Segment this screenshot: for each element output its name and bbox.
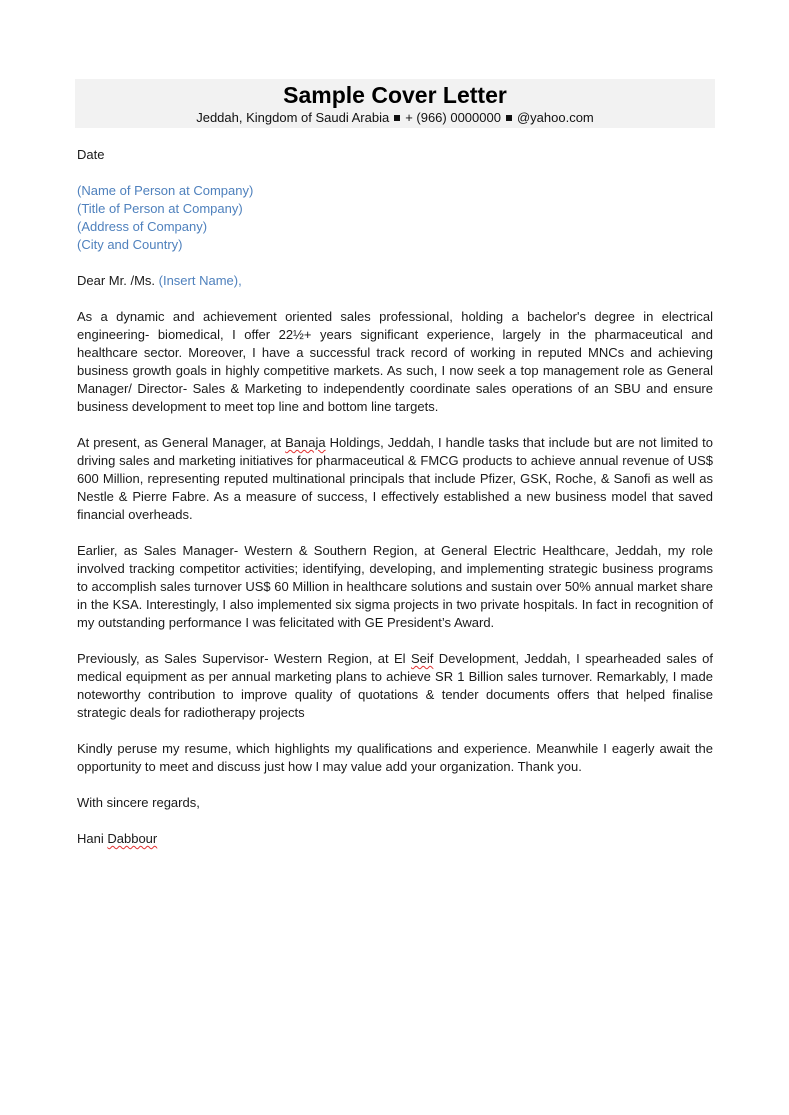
- company-name-seif: Seif: [410, 651, 434, 666]
- square-bullet-icon: [506, 115, 512, 121]
- page-title: Sample Cover Letter: [283, 82, 507, 108]
- paragraph-intro: As a dynamic and achievement oriented sales professional, holding a bachelor's degree in electrical engineering- biomedical, I offer 22½+ years significant experience, largely in the pharmaceutical and healthcare sector. Moreover, I have a successful track record of working in reputed MNCs and achieving business growth goals in highly competitive markets. As such, I now seek a top management role as General Manager/ Director- Sales & Marketing to independently coordinate sales operations of an SBU and ensure business development to meet top line and bottom line targets.: [77, 309, 713, 414]
- paragraph-text: Development, Jeddah, I spearheaded sales of medical equipment as per annual marketing plans to achieve SR 1 Billion sales turnover. Remarkably, I made noteworthy contribution to improve quality of quotations & tender documents offers that helped finalise strategic deals for radiotherapy projects: [77, 651, 713, 720]
- recipient-city: (City and Country): [77, 237, 183, 252]
- contact-line: [75, 110, 715, 126]
- paragraph-text: At present, as General Manager, at: [77, 435, 286, 450]
- salutation-name: (Insert Name),: [155, 273, 242, 288]
- square-bullet-icon: [394, 115, 400, 121]
- company-name-banaja: Banaja: [285, 435, 326, 450]
- contact-location: Jeddah, Kingdom of Saudi Arabia: [196, 110, 390, 125]
- letter-header: [75, 79, 715, 128]
- paragraph-text: Holdings, Jeddah, I handle tasks that include but are not limited to driving sales and marketing initiatives for pharmaceutical & FMCG products to achieve annual revenue of US$ 600 Million, representing reputed multinational principals that include Pfizer, GSK, Roche, & Sanofi as well as Nestle & Pierre Fabre. As a measure of success, I effectively established a new business model that saved financial overheads.: [77, 435, 714, 522]
- closing-phrase: With sincere regards,: [77, 795, 200, 810]
- paragraph-closing: Kindly peruse my resume, which highlights my qualifications and experience. Meanwhile I eagerly await the opportunity to meet and discuss just how I may value add your organization. Thank you.: [77, 741, 713, 774]
- signature-first-name: Hani: [77, 831, 108, 846]
- letter-body: [77, 146, 713, 848]
- paragraph-earlier-role: Earlier, as Sales Manager- Western & Southern Region, at General Electric Healthcare, Jeddah, my role involved tracking competitor activities; identifying, developing, and implementing strategic business programs to accomplish sales turnover US$ 60 Million in healthcare solutions and sustain over 50% annual market share in the KSA. Interestingly, I also implemented six sigma projects in two private hospitals. In fact in recognition of my outstanding performance I was felicitated with GE President’s Award.: [77, 543, 713, 630]
- recipient-name: (Name of Person at Company): [77, 183, 254, 198]
- salutation: [77, 272, 713, 290]
- paragraph-current-role: [77, 434, 713, 524]
- contact-phone: + (966) 0000000: [405, 110, 501, 125]
- recipient-title: (Title of Person at Company): [77, 201, 243, 216]
- recipient-address: (Address of Company): [77, 219, 208, 234]
- signature-last-name: Dabbour: [107, 831, 158, 846]
- paragraph-previous-role: [77, 650, 713, 722]
- contact-email: @yahoo.com: [516, 110, 594, 125]
- salutation-prefix: Dear Mr. /Ms.: [77, 273, 156, 288]
- signature: [77, 830, 713, 848]
- date-label: Date: [77, 147, 105, 162]
- paragraph-text: Previously, as Sales Supervisor- Western Region, at El: [77, 651, 411, 666]
